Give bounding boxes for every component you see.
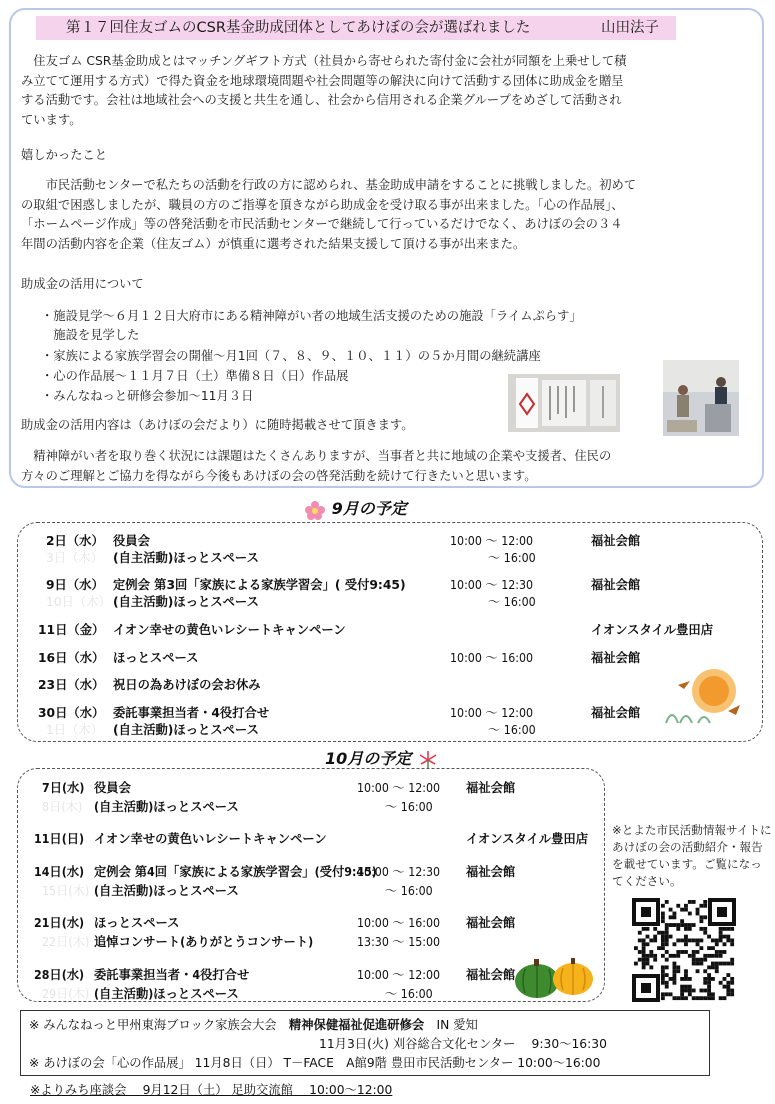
- sep-event: 委託事業担当者・4役打合せ: [113, 706, 270, 720]
- info-line-1a: ※ みんなねっと甲州東海ブロック家族会大会: [29, 1018, 277, 1032]
- oct-event: (自主活動)ほっとスペース: [94, 987, 239, 1001]
- info-line-2: 11月3日(火) 刈谷総合文化センター 9:30～16:30: [319, 1037, 607, 1051]
- closing-line: 精神障がい者を取り巻く状況には課題はたくさんありますが、当事者と共に地域の企業や支援者、住民の: [33, 449, 612, 463]
- oct-event: (自主活動)ほっとスペース: [94, 800, 239, 814]
- side-note: ※とよた市民活動情報サイトにあけぼの会の活動紹介・報告を載せています。ご覧になってください。: [612, 823, 772, 888]
- sep-time: 10:00 ～ 16:00: [450, 651, 534, 665]
- article-title-bar: [36, 16, 676, 40]
- sep-date: 23日（水）: [38, 678, 105, 692]
- happy-paragraph: [21, 176, 756, 254]
- oct-time: 10:00 ～ 12:00: [357, 968, 441, 982]
- pumpkin-illustration: [511, 955, 597, 1001]
- oct-place: イオンスタイル豊田店: [466, 832, 588, 846]
- sep-date: 30日（水）: [38, 706, 105, 720]
- happy-line: 市民活動センターで私たちの活動を行政の方に認められ、基金助成申請をすることに挑戦しました。初めて: [45, 178, 637, 192]
- sep-date-faded: 1日（木）: [46, 723, 104, 737]
- sep-place: イオンスタイル豊田店: [591, 623, 713, 637]
- use-item: 施設を見学した: [41, 328, 140, 342]
- intro-line: み立てて運用する方式）で得た資金を地球環境問題や社会問題等の解決に向けて活動する団体に助成金を贈呈: [21, 73, 624, 88]
- october-header: [325, 746, 439, 770]
- sep-event: (自主活動)ほっとスペース: [113, 723, 259, 737]
- flower-icon: [417, 750, 439, 770]
- oct-event: ほっとスペース: [94, 916, 180, 930]
- oct-date: 11日(日): [34, 832, 85, 846]
- qr-code-icon[interactable]: [632, 898, 736, 1002]
- sep-place: 福祉会館: [591, 706, 641, 720]
- october-title: 10月の予定: [325, 749, 412, 768]
- closing-line: 方々のご理解とご協力を得ながら今後もあけぼの会の啓発活動を続けて行きたいと思います。: [21, 468, 537, 483]
- oct-time: 13:30 ～ 15:00: [357, 935, 441, 949]
- happy-line: 年間の活動内容を企業（住友ゴム）が慎重に選考された結果支援して頂ける事が出来また。: [21, 236, 526, 251]
- use-item: ・家族による家族学習会の開催～月1回（７、８、９、１０、１１）の５か月間の継続講座: [41, 349, 541, 363]
- oct-date: 14日(水): [34, 865, 85, 879]
- oct-date-faded: 29日(木): [42, 987, 90, 1001]
- oct-time: 10:00 ～ 12:00: [357, 781, 441, 795]
- oct-time: 10:00 ～ 16:00: [357, 916, 441, 930]
- october-schedule: [17, 768, 605, 1002]
- sep-time: 10:00 ～ 12:00: [450, 534, 534, 548]
- publish-line: 助成金の活用内容は（あけぼの会だより）に随時掲載させて頂きます。: [21, 418, 414, 432]
- intro-line: ています。: [21, 112, 82, 127]
- use-item: ・みんなねっと研修会参加～11月３日: [41, 389, 254, 403]
- flower-icon: [304, 500, 326, 520]
- oct-time: ～ 16:00: [385, 800, 433, 814]
- events-info-box: [20, 1010, 710, 1076]
- use-item: ・心の作品展～１１月７日（土）準備８日（日）作品展: [41, 369, 349, 383]
- oct-place: 福祉会館: [466, 968, 516, 982]
- info-line-3: ※ あけぼの会「心の作品展」 11月8日（日） T－FACE A館9階 豊田市民活動センター 10:00～16:00: [29, 1056, 601, 1070]
- oct-date-faded: 15日(木): [42, 884, 90, 898]
- sep-event: イオン幸せの黄色いレシートキャンペーン: [113, 623, 346, 637]
- sep-date: 9日（水）: [46, 578, 104, 592]
- oct-date-faded: 8日(木): [42, 800, 83, 814]
- presentation-photo: [663, 360, 739, 436]
- oct-event: 委託事業担当者・4役打合せ: [94, 968, 250, 982]
- sep-date: 2日（水）: [46, 534, 104, 548]
- oct-time: ～ 16:00: [385, 884, 433, 898]
- autumn-illustration: [658, 663, 750, 725]
- closing-paragraph: [21, 447, 756, 486]
- intro-line: 住友ゴム CSR基金助成とはマッチングギフト方式（社員から寄せられた寄付金に会社が同額を上乗せして積: [33, 54, 627, 68]
- heading-use: 助成金の活用について: [21, 277, 144, 291]
- september-schedule: [17, 522, 763, 742]
- oct-date: 28日(水): [34, 968, 85, 982]
- sep-date: 11日（金）: [38, 623, 105, 637]
- oct-date-faded: 22日(木): [42, 935, 90, 949]
- sep-event: 祝日の為あけぼの会お休み: [113, 678, 261, 692]
- oct-place: 福祉会館: [466, 781, 516, 795]
- sep-event: (自主活動)ほっとスペース: [113, 595, 259, 609]
- sep-place: 福祉会館: [591, 534, 641, 548]
- sep-date-faded: 10日（木）: [46, 595, 111, 609]
- heading-happy: 嬉しかったこと: [21, 148, 108, 162]
- oct-date: 7日(水): [42, 781, 85, 795]
- article-title: 第１７回住友ゴムのCSR基金助成団体としてあけぼの会が選ばれました: [66, 20, 531, 36]
- september-header: [304, 496, 407, 520]
- sep-date-faded: 3日（木）: [46, 551, 104, 565]
- sep-event: (自主活動)ほっとスペース: [113, 551, 259, 565]
- sep-time: 10:00 ～ 12:30: [450, 578, 534, 592]
- sep-event: ほっとスペース: [113, 651, 199, 665]
- oct-time: ～ 16:00: [385, 987, 433, 1001]
- oct-place: 福祉会館: [466, 865, 516, 879]
- sep-time: ～ 16:00: [488, 595, 536, 609]
- sep-time: 10:00 ～ 12:00: [450, 706, 534, 720]
- sep-place: 福祉会館: [591, 578, 641, 592]
- sep-date: 16日（水）: [38, 651, 105, 665]
- oct-place: 福祉会館: [466, 916, 516, 930]
- oct-event: 定例会 第4回「家族による家族学習会」(受付9:45): [94, 865, 377, 879]
- oct-event: イオン幸せの黄色いレシートキャンペーン: [94, 832, 327, 846]
- footer-note: ※よりみち座談会 9月12日（土） 足助交流館 10:00～12:00: [30, 1083, 393, 1097]
- info-line-1b: 精神保健福祉促進研修会: [288, 1018, 425, 1032]
- oct-date: 21日(水): [34, 916, 85, 930]
- oct-time: 10:00 ～ 12:30: [357, 865, 441, 879]
- info-line-1c: IN 愛知: [436, 1018, 478, 1032]
- sep-time: ～ 16:00: [488, 551, 536, 565]
- sep-event: 定例会 第3回「家族による家族学習会」( 受付9:45): [113, 578, 406, 592]
- happy-line: の取組で困惑しましたが、職員の方のご指導を頂きながら助成金を受け取る事が出来ました。「心の作品展」、: [21, 197, 624, 212]
- intro-line: する活動です。会社は地域社会への支援と共生を通し、社会から信用される企業グループをめざして活動され: [21, 93, 622, 107]
- use-item: ・施設見学～６月１２日大府市にある精神障がい者の地域生活支援のための施設「ライムぷらす」: [41, 309, 582, 323]
- september-title: 9月の予定: [331, 499, 407, 518]
- article-box: [9, 8, 764, 488]
- info-line-1: [29, 1015, 478, 1033]
- sep-place: 福祉会館: [591, 651, 641, 665]
- oct-event: 追悼コンサート(ありがとうコンサート): [94, 935, 314, 949]
- intro-paragraph: [21, 52, 756, 130]
- article-author: 山田法子: [601, 20, 659, 36]
- happy-line: 「ホームページ作成」等の啓発活動を市民活動センターで継続して行っているだけでなく、あけぼの会の３４: [21, 217, 623, 231]
- certificate-photo: [508, 374, 620, 432]
- sep-time: ～ 16:00: [488, 723, 536, 737]
- oct-event: 役員会: [94, 781, 131, 795]
- oct-event: (自主活動)ほっとスペース: [94, 884, 239, 898]
- sep-event: 役員会: [113, 534, 150, 548]
